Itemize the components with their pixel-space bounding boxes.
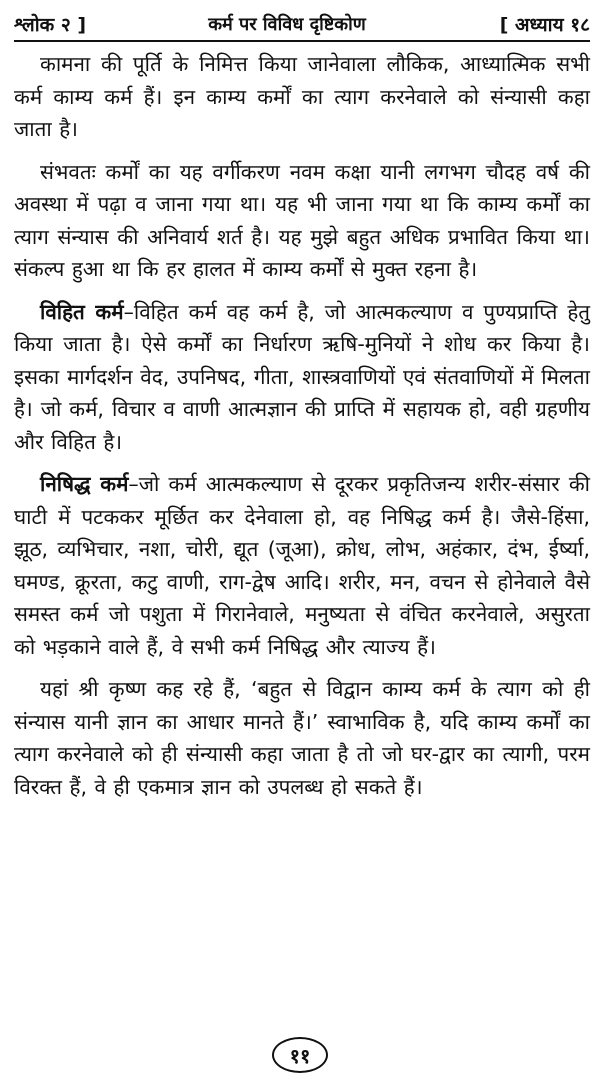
header-chapter-number: [ अध्याय १८ — [499, 14, 590, 36]
paragraph-text: संभवतः कर्मों का यह वर्गीकरण नवम कक्षा यानी लगभग चौदह वर्ष की अवस्था में पढ़ा व जाना गया था। यह भी जाना गया था कि काम्य कर्मों का त्याग संन्यास की अनिवार्य शर्त है। यह मुझे बहुत अधिक प्रभावित किया था। संकल्प हुआ था कि हर हालत में काम्य कर्मों से मुक्त रहना है। — [14, 159, 590, 281]
paragraph-lead: निषिद्ध कर्म — [40, 472, 129, 496]
paragraph-2 — [14, 156, 590, 286]
paragraph-nishiddh-karma — [14, 468, 590, 663]
header-verse-label: श्लोक २ ] — [14, 14, 87, 36]
header-divider — [14, 40, 590, 42]
paragraph-5 — [14, 673, 590, 803]
header-chapter-title: कर्म पर विविध दृष्टिकोण — [208, 14, 366, 35]
paragraph-text: –जो कर्म आत्मकल्याण से दूरकर प्रकृतिजन्य शरीर-संसार की घाटी में पटककर मूर्छित कर देनेवाला हो, वह निषिद्ध कर्म है। जैसे-हिंसा, झूठ, व्यभिचार, नशा, चोरी, द्यूत (जूआ), क्रोध, लोभ, अहंकार, दंभ, ईर्ष्या, घमण्ड, क्रूरता, कटु वाणी, राग-द्वेष आदि। शरीर, मन, वचन से होनेवाले वैसे समस्त कर्म जो पशुता में गिरानेवाले, मनुष्यता से वंचित करनेवाले, असुरता को भड़काने वाले हैं, वे सभी कर्म निषिद्ध और त्याज्य हैं। — [14, 472, 590, 659]
paragraph-text: –विहित कर्म वह कर्म है, जो आत्मकल्याण व पुण्यप्राप्ति हेतु किया जाता है। ऐसे कर्मों का निर्धारण ऋषि-मुनियों ने शोध कर किया है। इसका मार्गदर्शन वेद, उपनिषद, गीता, शास्त्रवाणियों एवं संतवाणियों में मिलता है। जो कर्म, विचार व वाणी आत्मज्ञान की प्राप्ति में सहायक हो, वही ग्रहणीय और विहित है। — [14, 299, 590, 454]
paragraph-text: यहां श्री कृष्ण कह रहे हैं, ‘बहुत से विद्वान काम्य कर्म के त्याग को ही संन्यास यानी ज्ञान का आधार मानते हैं।’ स्वाभाविक है, यदि काम्य कर्मों का त्याग करनेवाले को ही संन्यासी कहा जाता है तो जो घर-द्वार का त्यागी, परम विरक्त हैं, वे ही एकमात्र ज्ञान को उपलब्ध हो सकते हैं। — [14, 677, 590, 799]
paragraph-1 — [14, 48, 590, 146]
running-header — [14, 8, 590, 38]
paragraph-vihit-karma — [14, 296, 590, 459]
paragraph-text: कामना की पूर्ति के निमित्त किया जानेवाला लौकिक, आध्यात्मिक सभी कर्म काम्य कर्म हैं। इन काम्य कर्मों का त्याग करनेवाले को संन्यासी कहा जाता है। — [14, 52, 590, 141]
paragraph-lead: विहित कर्म — [40, 299, 124, 324]
page-number: ११ — [272, 1037, 328, 1073]
